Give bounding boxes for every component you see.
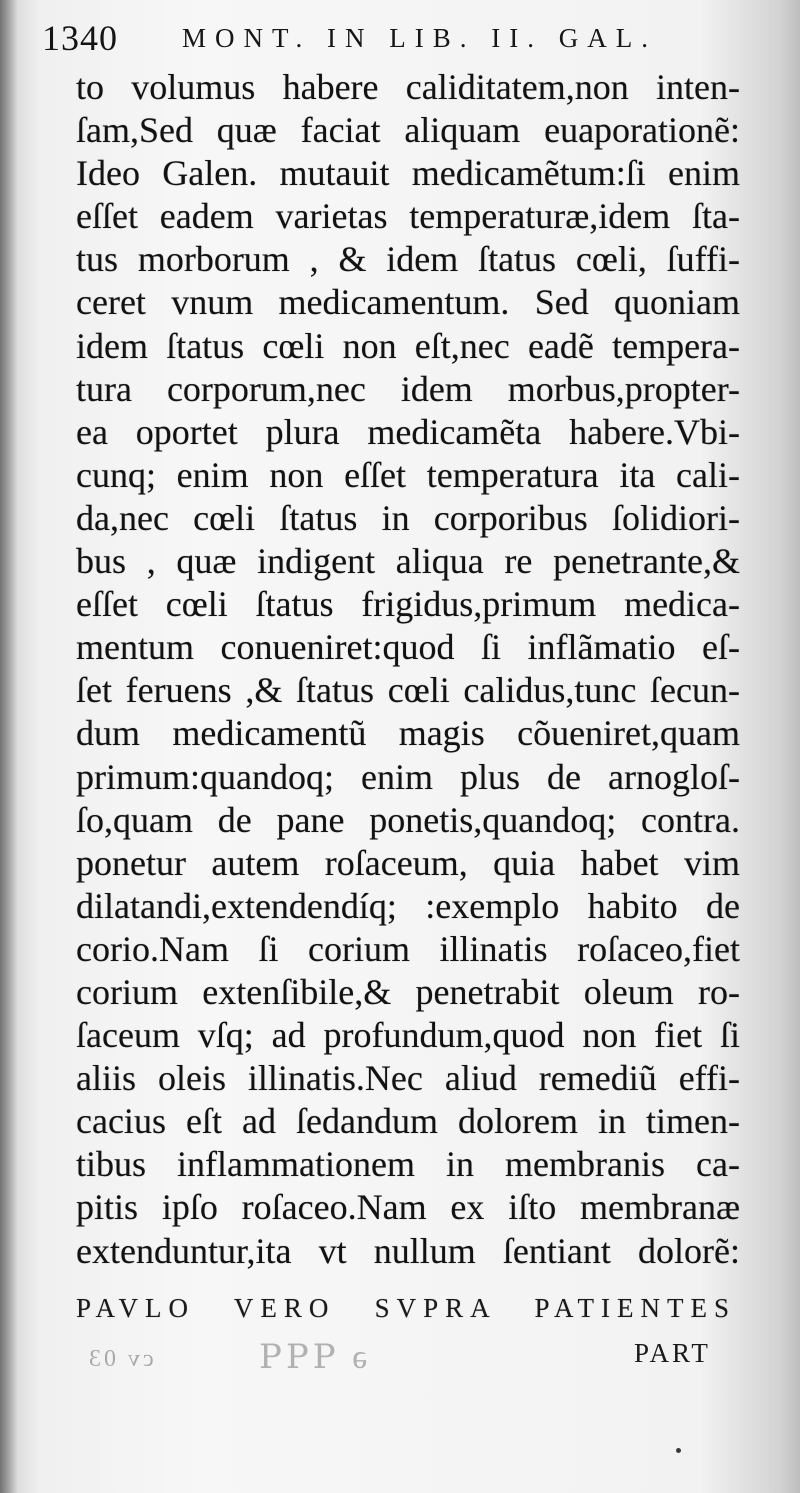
text-line: ponetur autem roſaceum, quia habet vim <box>76 842 740 883</box>
ink-speck <box>676 1448 681 1453</box>
text-line: ſo,quam de pane ponetis,quandoq; contra. <box>76 799 740 840</box>
bleed-through-text: cv 03 <box>86 1346 154 1372</box>
text-line: eſſet cœli ſtatus frigidus,primum medica- <box>76 584 740 625</box>
text-line: bus , quæ indigent aliqua re penetrante,& <box>76 541 740 582</box>
catchword: PART <box>634 1338 711 1368</box>
running-head <box>42 18 742 58</box>
text-line: ſam,Sed quæ faciat aliquam euaporationẽ: <box>76 110 740 151</box>
running-title: MONT. IN LIB. II. GAL. <box>182 23 657 53</box>
text-line: tus morborum , & idem ſtatus cœli, ſuffi- <box>76 239 740 280</box>
text-line: tura corporum,nec idem morbus,propter- <box>76 368 740 409</box>
bleed-through-text: ǝ ꟼꟼꟼ <box>255 1339 368 1376</box>
text-line: dum medicamentũ magis cõueniret,quam <box>76 713 740 754</box>
page-number: 1340 <box>42 18 118 58</box>
text-line: cunq; enim non eſſet temperatura ita cali- <box>76 454 740 495</box>
text-line: idem ſtatus cœli non eſt,nec eadẽ tempera- <box>76 325 740 366</box>
text-line: Ideo Galen. mutauit medicamẽtum:ſi enim <box>76 153 740 194</box>
text-line: mentum conueniret:quod ſi inflãmatio eſ- <box>76 627 740 668</box>
text-line: to volumus habere caliditatem,non inten- <box>76 67 740 107</box>
text-line: ſaceum vſq; ad profundum,quod non fiet ſi <box>76 1015 740 1056</box>
body-text <box>76 66 740 1273</box>
text-line: corio.Nam ſi corium illinatis roſaceo,fiet <box>76 928 740 969</box>
text-line: eſſet eadem varietas temperaturæ,idem ſta- <box>76 196 740 237</box>
text-line: ceret vnum medicamentum. Sed quoniam <box>76 282 740 323</box>
text-line: tibus inflammationem in membranis ca- <box>76 1144 740 1185</box>
text-line: corium extenſibile,& penetrabit oleum ro- <box>76 971 740 1012</box>
text-line: extenduntur,ita vt nullum ſentiant dolorẽ: <box>76 1230 740 1271</box>
text-line: aliis oleis illinatis.Nec aliud remediũ effi- <box>76 1058 740 1099</box>
text-line: pitis ipſo roſaceo.Nam ex iſto membranæ <box>76 1187 740 1228</box>
text-line: ſet feruens ,& ſtatus cœli calidus,tunc ſecun- <box>76 670 740 711</box>
text-line: da,nec cœli ſtatus in corporibus ſolidiori- <box>76 497 740 538</box>
text-line: primum:quandoq; enim plus de arnogloſ- <box>76 756 740 797</box>
spine-shadow <box>0 0 18 1493</box>
text-line: ea oportet plura medicamẽta habere.Vbi- <box>76 411 740 452</box>
catchline: PAVLO VERO SVPRA PATIENTES <box>76 1293 736 1323</box>
text-line: dilatandi,extendendíq; :exemplo habito de <box>76 885 740 926</box>
text-line: cacius eſt ad ſedandum dolorem in timen- <box>76 1101 740 1142</box>
